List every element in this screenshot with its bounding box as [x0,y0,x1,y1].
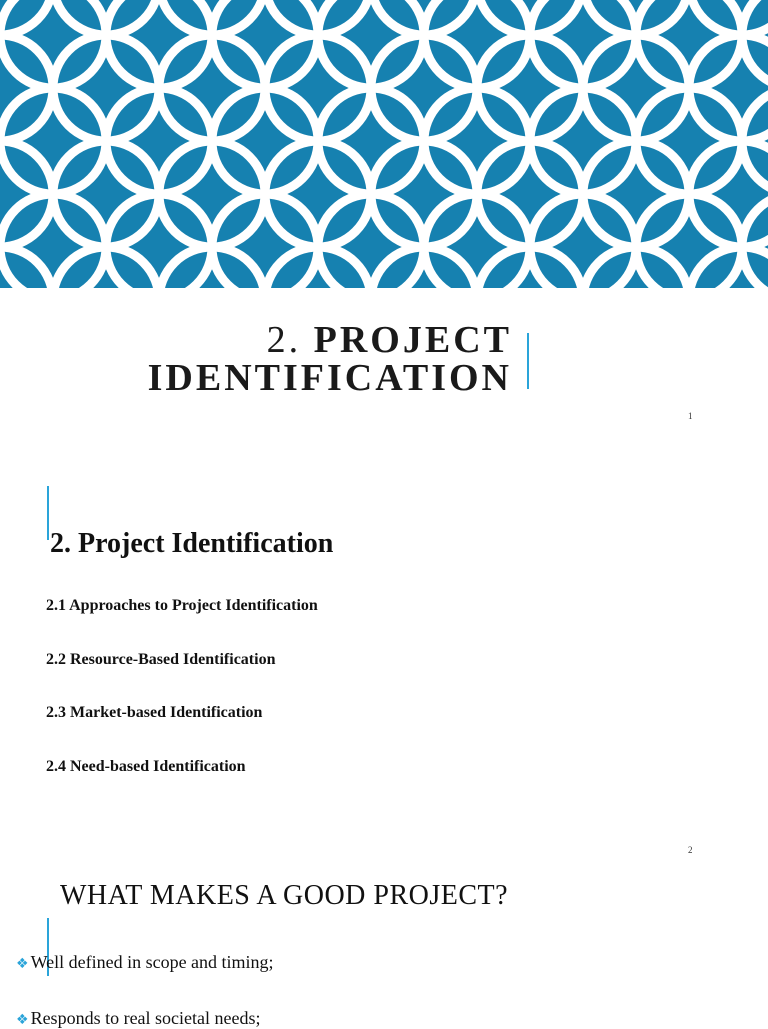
slide1-accent-bar [527,333,529,389]
slide1-number: 1 [688,411,693,421]
slide2-heading: 2. Project Identification [50,528,334,559]
slide1-title-word: PROJECT [313,319,512,361]
slide1-title-number: 2. [266,319,302,361]
bullet-text: Well defined in scope and timing; [30,952,274,972]
topic-item: 2.4 Need-based Identification [46,758,246,775]
topic-item: 2.3 Market-based Identification [46,704,263,721]
slide3-heading: WHAT MAKES A GOOD PROJECT? [60,880,509,911]
lattice-pattern-image [0,0,768,288]
slide1-title-line2: IDENTIFICATION [147,357,512,399]
topic-item: 2.1 Approaches to Project Identification [46,597,318,614]
topic-item: 2.2 Resource-Based Identification [46,651,276,668]
bullet-text: Responds to real societal needs; [30,1008,261,1028]
diamond-bullet-icon: ❖ [16,1012,29,1028]
pattern-banner [0,0,768,288]
slide2-number: 2 [688,845,693,855]
bullet-item [16,952,274,973]
slide2-accent-bar [47,486,49,540]
diamond-bullet-icon: ❖ [16,956,29,972]
bullet-item [16,1008,261,1029]
